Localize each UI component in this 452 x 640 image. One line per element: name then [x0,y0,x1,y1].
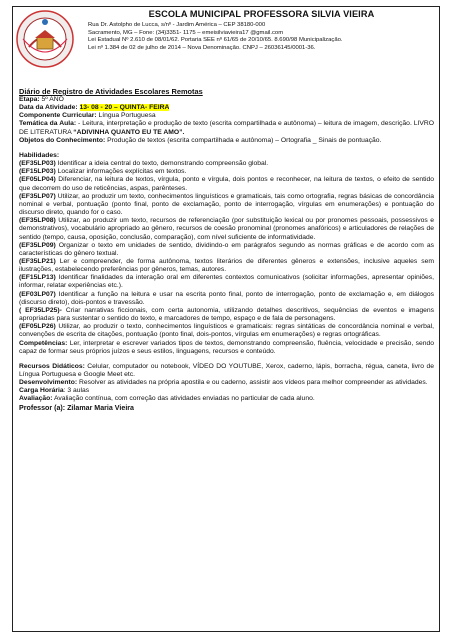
habilidade-code: (EF05LP26) [19,323,56,331]
habilidade-item [19,242,434,258]
data-value: 13- 08 - 20 – QUINTA- FEIRA [79,104,170,112]
tematica-label: Temática da Aula: [19,120,77,128]
tematica-value: - Leitura, interpretação e produção de texto (escrita compartilhada e autônoma) – leitura de imagem, descrição. LIVRO DE LITERATURA [19,120,434,136]
habilidade-text: Identificar a função na leitura e usar na escrita ponto final, ponto de interrogação, ponto de exclamação e, em diálogos (discurso direto), dois-pontos e travessão. [19,290,434,306]
componente-line [19,112,434,120]
carga-value: : 3 aulas [63,387,90,395]
habilidade-item [19,291,434,307]
habilidade-code: (EF35LP21) [19,257,56,265]
habilidade-item [19,274,434,290]
data-line [19,104,434,112]
recursos-line [19,363,434,379]
competencias-line [19,340,434,356]
etapa-label: Etapa: [19,96,40,103]
desenvolvimento-value: Resolver as atividades na própria apostila e ou caderno, assistir aos vídeos para melhor compreender as atividades. [77,379,428,387]
competencias-value: Ler, interpretar e escrever variados tipos de textos, demonstrando compreensão, fluência, velocidade e precisão, sendo capaz de formar seus próprios juízos e seus estilos, linguagens, recursos e conteúdo. [19,339,434,355]
habilidade-text: Utilizar, ao produzir um texto, conhecimentos linguísticos e gramaticais, tais como ortografia, regras básicas de concordância nominal e verbal, pontuação (ponto final, ponto de exclamação, ponto de interrogação, vírgulas em enumerações) e pontuação do discurso direto, quando for o caso. [19,192,434,217]
componente-value: Língua Portuguesa [98,112,156,120]
habilidade-code: (EF05LP04) [19,176,56,184]
habilidade-text: Diferenciar, na leitura de textos, vírgula, ponto e vírgula, dois pontos e reconhecer, na leitura de textos, o efeito de sentido que decorrem do uso de reticências, aspas, parênteses. [19,176,434,192]
habilidade-text: Utilizar, ao produzir o texto, conhecimentos linguísticos e gramaticais: regras sintáticas de concordância nominal e verbal, convenções de escrita de citações, pontuação (ponto final, dois-pontos, vírgulas em enumerações) e regras ortográficas. [19,323,434,339]
habilidade-text: Organizar o texto em unidades de sentido, dividindo-o em parágrafos segundo as normas gráficas e de acordo com as características do gênero textual. [19,241,434,257]
desenvolvimento-label: Desenvolvimento: [19,379,78,387]
tematica-book: “ADIVINHA QUANTO EU TE AMO”. [73,128,185,136]
competencias-label: Competências: [19,339,68,347]
componente-label: Componente Curricular: [19,112,97,120]
habilidade-text: Ler e compreender, de forma autônoma, textos literários de diferentes gêneros e extensões, inclusive aqueles sem ilustrações, estabelecendo preferências por gêneros, temas, autores. [19,257,434,274]
habilidade-code: (EF35LP09) [19,241,56,249]
data-label: Data da Atividade: [19,104,78,112]
etapa-line [19,96,434,104]
objetos-value: Produção de textos (escrita compartilhada e autônoma) – Ortografia _ Sinais de pontuação. [107,136,382,144]
etapa-value: 5º ANO [41,96,64,103]
letterhead-text [88,7,435,52]
habilidade-text: Identificar a ideia central do texto, demonstrando compreensão global. [55,160,269,168]
document-page [12,6,440,632]
habilidade-code: (EF35LP03) [19,160,56,168]
habilidade-item [19,168,434,176]
tematica-line [19,120,434,136]
habilidade-code: ( EF35LP25)- [19,306,62,314]
school-name: ESCOLA MUNICIPAL PROFESSORA SILVIA VIEIRA [148,9,375,19]
habilidade-item [19,193,434,217]
habilidade-item [19,258,434,274]
avaliacao-line [19,395,434,403]
professor-label: Professor (a): [19,403,66,412]
habilidade-code: (EF35LP07) [19,192,56,200]
avaliacao-value: Avaliação contínua, com correção das atividades enviadas no particular de cada aluno. [52,395,315,403]
professor-name: Zilamar Maria Vieira [65,403,134,412]
school-logo [15,9,75,69]
habilidade-item [19,160,434,168]
carga-line [19,387,434,395]
habilidade-item [19,307,434,323]
habilidades-heading [19,152,434,160]
habilidade-code: (EF35LP08) [19,217,56,225]
habilidade-item [19,176,434,192]
habilidade-code: (EF03LP07) [19,290,56,298]
habilidade-text: Localizar informações explícitas em textos. [55,168,187,176]
objetos-label: Objetos do Conhecimento: [19,136,106,144]
recursos-label: Recursos Didáticos: [19,362,85,370]
school-law-2: Lei nº 1.384 de 02 de julho de 2014 – Nova Denominação. CNPJ – 26036145/0001-36. [88,44,316,51]
desenvolvimento-line [19,379,434,387]
avaliacao-label: Avaliação: [19,395,53,403]
objetos-line [19,137,434,145]
habilidades-list [19,160,434,339]
habilidade-text: Utilizar, ao produzir um texto, recursos de referenciação (por substituição lexical ou por pronomes pessoais, possessivos e demonstrativos), vocabulário apropriado ao gênero, recursos de coesão pronominal (pronomes anafóricos) e articuladores de relações de sentido (tempo, causa, oposição, conclusão, comparação), com nível suficiente de informatividade. [19,217,434,241]
recursos-value: Celular, computador ou notebook, VÍDEO DO YOUTUBE, Xerox, caderno, lápis, borracha, régua, caneta, livro de Língua Portuguesa e Google Meet etc. [19,362,434,378]
school-address: Rua Dr. Astolpho de Lucca, s/nº - Jardim América – CEP 38180-000 [88,22,266,28]
document-title: Diário de Registro de Atividades Escolares Remotas [19,87,203,96]
habilidade-code: (EF15LP13) [19,274,56,282]
school-contact: Sacramento, MG – Fone: (34)3351- 1175 – emeisilviavieira17 @gmail.com [88,29,284,36]
habilidade-text: Criar narrativas ficcionais, com certa autonomia, utilizando detalhes descritivos, sequências de eventos e imagens apropriadas para sustentar o sentido do texto, e marcadores de tempo, espaço e de fala de personagens. [19,306,434,323]
professor-line [19,404,434,412]
document-body [13,96,439,412]
habilidade-text: Identificar finalidades da interação oral em diferentes contextos comunicativos (solicitar informações, apresentar opiniões, informar, relatar experiências etc.). [19,274,434,290]
letterhead [13,7,439,79]
carga-label: Carga Horária [19,387,64,395]
school-law-1: Lei Estadual Nº 2.610 de 08/01/62. Portaria SEE nº 61/65 de 20/10/65. 8.690/98 Municipalização. [88,37,343,43]
habilidade-item [19,323,434,339]
habilidade-code: (EF15LP03) [19,168,56,176]
habilidade-item [19,217,434,241]
habilidades-label: Habilidades: [19,151,60,159]
